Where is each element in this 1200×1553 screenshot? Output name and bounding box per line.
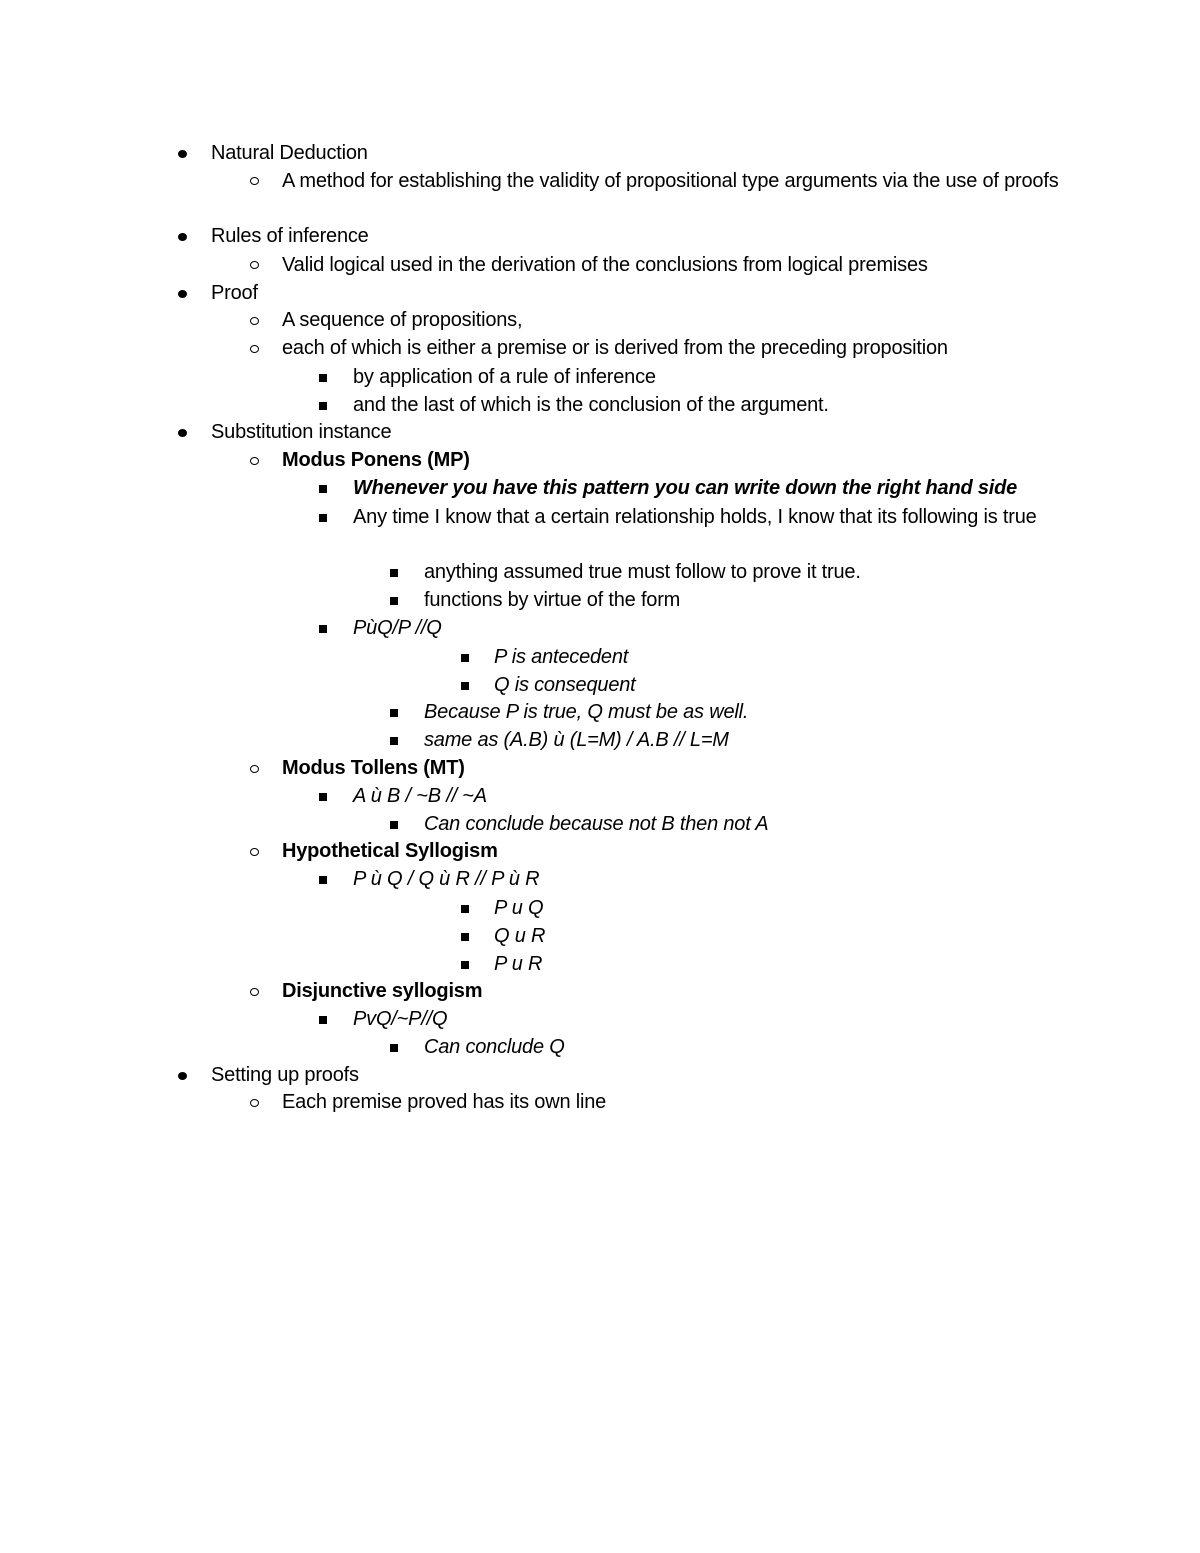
- modus-ponens-antecedent: P is antecedent: [494, 646, 629, 668]
- bullet-square-icon: [461, 933, 469, 941]
- bullet-square-icon: [390, 709, 398, 717]
- modus-ponens-emphasis: Whenever you have this pattern you can write down the right hand side: [353, 477, 1018, 499]
- bullet-square-icon: [390, 569, 398, 577]
- bullet-circle-icon: [250, 317, 259, 325]
- bullet-square-icon: [390, 737, 398, 745]
- bullet-disc-icon: [178, 290, 187, 298]
- proof-point-sequence: A sequence of propositions,: [282, 309, 523, 331]
- setting-up-proofs-point: Each premise proved has its own line: [282, 1091, 607, 1113]
- bullet-square-icon: [319, 793, 327, 801]
- modus-tollens-heading: Modus Tollens (MT): [282, 757, 465, 779]
- rules-of-inference-heading: Rules of inference: [211, 225, 369, 247]
- natural-deduction-heading: Natural Deduction: [211, 142, 368, 164]
- bullet-square-icon: [319, 1016, 327, 1024]
- modus-ponens-explanation: Any time I know that a certain relationship holds, I know that its following is true: [353, 506, 1037, 528]
- bullet-disc-icon: [178, 429, 187, 437]
- proof-sub-conclusion: and the last of which is the conclusion of the argument.: [353, 394, 829, 416]
- disjunctive-syllogism-form: PvQ/~P//Q: [353, 1008, 448, 1030]
- proof-point-premise: each of which is either a premise or is derived from the preceding proposition: [282, 337, 948, 359]
- bullet-square-icon: [319, 876, 327, 884]
- modus-ponens-form: PùQ/P //Q: [353, 617, 442, 639]
- hypothetical-syllogism-item: P u Q: [494, 897, 544, 919]
- bullet-square-icon: [390, 1044, 398, 1052]
- bullet-disc-icon: [178, 233, 187, 241]
- proof-sub-application: by application of a rule of inference: [353, 366, 656, 388]
- bullet-circle-icon: [250, 261, 259, 269]
- modus-ponens-sub-form: functions by virtue of the form: [424, 589, 681, 611]
- bullet-circle-icon: [250, 765, 259, 773]
- modus-tollens-conclusion: Can conclude because not B then not A: [424, 813, 769, 835]
- hypothetical-syllogism-item: Q u R: [494, 925, 546, 947]
- bullet-square-icon: [319, 625, 327, 633]
- bullet-square-icon: [390, 597, 398, 605]
- bullet-disc-icon: [178, 1072, 187, 1080]
- bullet-square-icon: [319, 402, 327, 410]
- bullet-square-icon: [461, 961, 469, 969]
- bullet-square-icon: [319, 374, 327, 382]
- natural-deduction-definition: A method for establishing the validity of propositional type arguments via the use of proofs: [282, 170, 1059, 192]
- bullet-circle-icon: [250, 457, 259, 465]
- modus-ponens-sub-assumed: anything assumed true must follow to prove it true.: [424, 561, 861, 583]
- modus-ponens-because: Because P is true, Q must be as well.: [424, 701, 749, 723]
- bullet-square-icon: [390, 821, 398, 829]
- hypothetical-syllogism-heading: Hypothetical Syllogism: [282, 840, 498, 862]
- bullet-disc-icon: [178, 150, 187, 158]
- bullet-circle-icon: [250, 988, 259, 996]
- bullet-square-icon: [461, 654, 469, 662]
- bullet-circle-icon: [250, 345, 259, 353]
- proof-heading: Proof: [211, 282, 258, 304]
- bullet-circle-icon: [250, 848, 259, 856]
- setting-up-proofs-heading: Setting up proofs: [211, 1064, 359, 1086]
- modus-ponens-same-as: same as (A.B) ù (L=M) / A.B // L=M: [424, 729, 729, 751]
- bullet-square-icon: [461, 905, 469, 913]
- modus-ponens-heading: Modus Ponens (MP): [282, 449, 470, 471]
- disjunctive-syllogism-conclusion: Can conclude Q: [424, 1036, 565, 1058]
- bullet-circle-icon: [250, 1099, 259, 1107]
- rules-of-inference-definition: Valid logical used in the derivation of the conclusions from logical premises: [282, 254, 928, 276]
- bullet-square-icon: [319, 514, 327, 522]
- bullet-square-icon: [461, 682, 469, 690]
- hypothetical-syllogism-item: P u R: [494, 953, 543, 975]
- substitution-instance-heading: Substitution instance: [211, 421, 392, 443]
- bullet-square-icon: [319, 485, 327, 493]
- modus-tollens-form: A ù B / ~B // ~A: [353, 785, 487, 807]
- bullet-circle-icon: [250, 177, 259, 185]
- modus-ponens-consequent: Q is consequent: [494, 674, 636, 696]
- hypothetical-syllogism-form: P ù Q / Q ù R // P ù R: [353, 868, 540, 890]
- disjunctive-syllogism-heading: Disjunctive syllogism: [282, 980, 483, 1002]
